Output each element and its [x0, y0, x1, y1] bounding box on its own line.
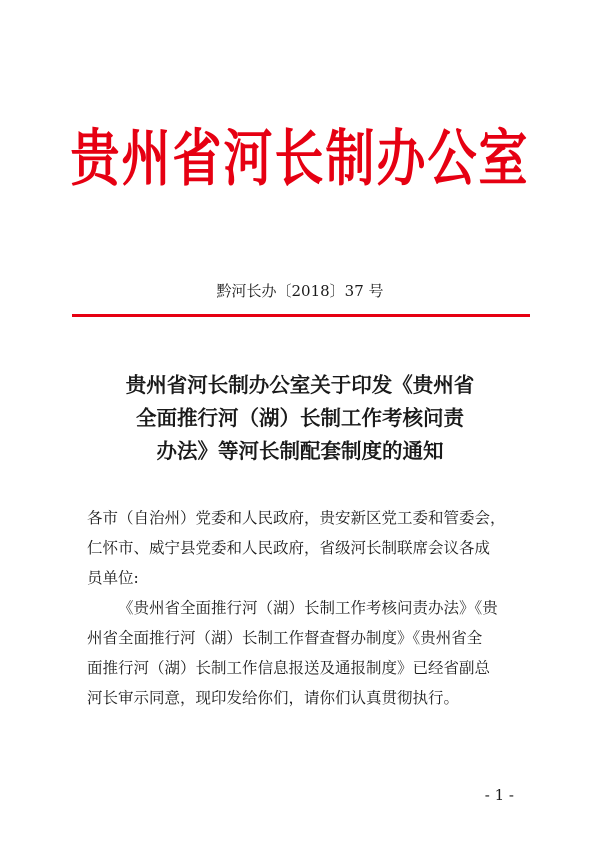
addressee-line: 员单位:	[87, 569, 139, 587]
addressee-line: 仁怀市、威宁县党委和人民政府，省级河长制联席会议各成	[87, 539, 491, 557]
red-divider-rule	[72, 314, 530, 317]
body-paragraph-line: 《贵州省全面推行河（湖）长制工作考核问责办法》《贵	[118, 599, 498, 617]
org-header: 贵州省河长制办公室	[70, 121, 530, 195]
page-number: - 1 -	[484, 786, 514, 804]
body-paragraph-line: 河长审示同意，现印发给你们，请你们认真贯彻执行。	[87, 689, 460, 707]
body-paragraph-line: 面推行河（湖）长制工作信息报送及通报制度》已经省副总	[87, 659, 491, 677]
document-title	[0, 369, 600, 468]
body-paragraph-line: 州省全面推行河（湖）长制工作督查督办制度》《贵州省全	[87, 629, 483, 647]
doc-number: 黔河长办〔2018〕37 号	[216, 282, 384, 300]
title-line: 贵州省河长制办公室关于印发《贵州省	[125, 373, 475, 397]
document-body	[87, 503, 527, 713]
title-line: 全面推行河（湖）长制工作考核问责	[136, 406, 464, 430]
title-line: 办法》等河长制配套制度的通知	[156, 439, 444, 463]
addressee-line: 各市（自治州）党委和人民政府，贵安新区党工委和管委会，	[87, 509, 506, 527]
